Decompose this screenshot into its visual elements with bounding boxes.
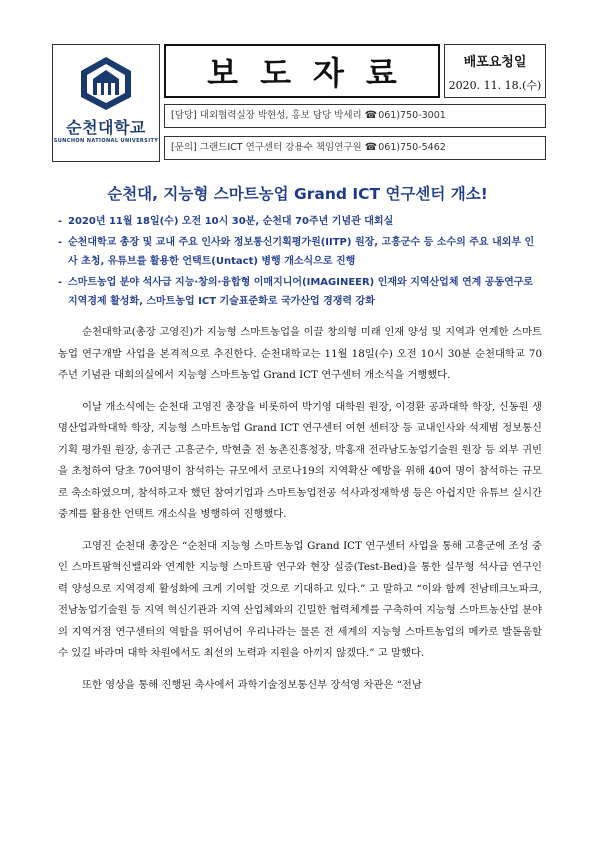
summary-bullet: - 순천대학교 총장 및 교내 주요 인사와 정보통신기획평가원(IITP) 원장, 고흥군수 등 소수의 주요 내외부 인사 초청, 유튜브를 활용한 언택트(Untact) 병행 개소식으로 진행 (58, 233, 542, 271)
title-box (164, 44, 440, 98)
contact-row-staff (164, 104, 546, 128)
bullet-dash: - (58, 216, 63, 227)
university-logo (52, 44, 160, 162)
phone-icon: ☎ (364, 110, 378, 121)
body-paragraph: 또한 영상을 통해 진행된 축사에서 과학기술정보통신부 장석영 차관은 “전남 (82, 678, 422, 691)
university-emblem-icon (79, 55, 133, 111)
summary-bullets (58, 212, 542, 311)
body-paragraph: 고영진 순천대 총장은 “순천대 지능형 스마트농업 Grand ICT 연구센터 사업을 통해 고흥군에 조성 중인 스마트팜혁신밸리와 연계한 지능형 스마트팜 연구와 현장 실증(Test-Bed)을 통한 실무형 석사급 연구인력 양성으로 지역경제 활성화에 크게 기여할 것으로 기대하고 있다.” 고 말하고 “이와 함께 전남테크노파크, 전남농업기술원 등 지역 혁신기관과 지역 산업체와의 긴밀한 협력체계를 구축하여 지능형 스마트농산업 분야의 지역거점 연구센터의 역할을 뛰어넘어 우리나라는 물론 전 세계의 지능형 스마트농업의 메카로 발돋움할 수 있길 바라며 대학 차원에서도 최선의 노력과 지원을 아끼지 않겠다.” 고 말했다. (58, 539, 542, 659)
press-header (52, 44, 546, 162)
bullet-dash: - (58, 277, 63, 288)
contact-phone[interactable]: 061)750-5462 (378, 142, 446, 153)
logo-name: 순천대학교 (66, 118, 146, 137)
body-paragraph: 이날 개소식에는 순천대 고영진 총장을 비롯하여 박기영 대학원 원장, 이경환 공과대학 학장, 신동원 생명산업과학대학 학장, 지능형 스마트농업 Grand ICT 연구센터 여현 센터장 등 교내인사와 석제범 정보통신기획 평가원 원장, 송귀근 고흥군수, 박현출 전 농촌진흥청장, 박홍재 전라남도농업기술원 원장 등 외부 귀빈을 초청하여 당초 70여명이 참석하는 규모에서 코로나19의 지역확산 예방을 위해 40여 명이 참석하는 규모로 축소하였으며, 참석하고자 했던 참여기업과 스마트농업전공 석사과정재학생 등은 아쉽지만 유튜브 실시간 중계를 활용한 언택트 개소식을 병행하여 진행했다. (58, 400, 542, 520)
summary-bullet: - 2020년 11월 18일(수) 오전 10시 30분, 순천대 70주년 기념관 대회실 (58, 212, 542, 231)
phone-icon: ☎ (364, 142, 378, 153)
logo-subtitle: SUNCHON NATIONAL UNIVERSITY (53, 138, 159, 144)
contact-text: [담당] 대외협력실장 박현성, 홍보 담당 박세리 (171, 110, 365, 121)
headline: 순천대, 지능형 스마트농업 Grand ICT 연구센터 개소! (107, 185, 488, 203)
contact-text: [문의] 그랜드ICT 연구센터 강용수 책임연구원 (171, 142, 365, 153)
date-label: 배포요청일 (463, 55, 527, 70)
bullet-dash: - (58, 237, 63, 248)
contact-row-inquiry (164, 136, 546, 160)
summary-bullet: - 스마트농업 분야 석사급 지능·창의·융합형 이매지니어(IMAGINEER) 인재와 지역산업체 연계 공동연구로 지역경제 활성화, 스마트농업 ICT 기술표준화로 국가산업 경쟁력 강화 (58, 273, 542, 311)
release-date: 2020. 11. 18.(수) (448, 79, 542, 92)
article-body (58, 322, 542, 706)
date-box (444, 44, 546, 98)
body-paragraph: 순천대학교(총장 고영진)가 지능형 스마트농업을 이끌 창의형 미래 인재 양성 및 지역과 연계한 스마트농업 연구개발 사업을 본격적으로 추진한다. 순천대학교는 11월 18일(수) 오전 10시 30분 순천대학교 70주년 기념관 대회의실에서 지능형 스마트농업 Grand ICT 연구센터 개소식을 거행했다. (58, 326, 542, 381)
page-title: 보도자료 (207, 54, 419, 92)
contact-phone[interactable]: 061)750-3001 (378, 110, 446, 121)
